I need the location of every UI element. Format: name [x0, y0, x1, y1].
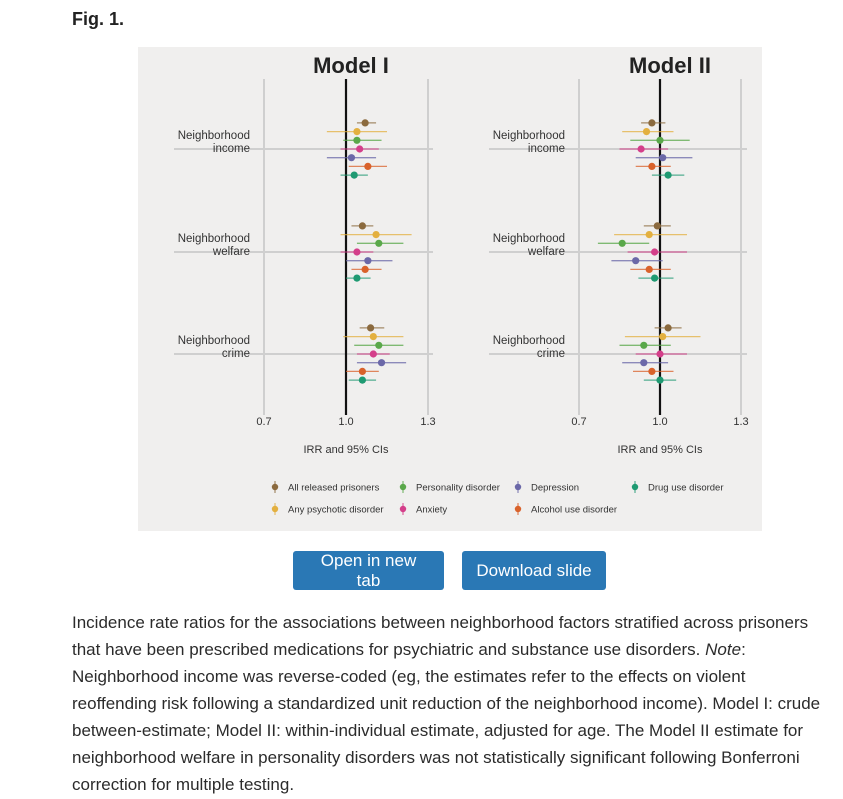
- model-1-point: [375, 342, 382, 349]
- model-1-point: [367, 324, 374, 331]
- model-2-point: [665, 172, 672, 179]
- legend-key-dot: [632, 484, 638, 490]
- figure-label: Fig. 1.: [72, 9, 125, 29]
- model-1-point: [356, 145, 363, 152]
- model-1-point: [348, 154, 355, 161]
- model-1-point: [364, 257, 371, 264]
- model-2-point: [640, 342, 647, 349]
- model-2-category-label: Neighborhood crime: [492, 335, 565, 360]
- model-2-point: [656, 137, 663, 144]
- model-2-point: [654, 222, 661, 229]
- model-1-category-label: Neighborhood income: [177, 130, 250, 155]
- legend-label: All released prisoners: [288, 482, 380, 494]
- caption-text-1: Incidence rate ratios for the associations between neighborhood factors stratified across prisoners that have been prescribed medications for psychiatric and substance use disorders.: [72, 613, 809, 659]
- model-2-point: [651, 248, 658, 255]
- model-2-point: [656, 350, 663, 357]
- model-2-point: [646, 231, 653, 238]
- model-2-point: [643, 128, 650, 135]
- legend-key-dot: [400, 506, 406, 512]
- model-2-point: [646, 266, 653, 273]
- figure-actions: [293, 551, 606, 590]
- model-2-point: [659, 333, 666, 340]
- forest-plot-svg: [138, 47, 762, 531]
- model-1-point: [370, 333, 377, 340]
- figure-caption: [72, 609, 832, 798]
- model-1-point: [359, 377, 366, 384]
- model-2-tick-label: 0.7: [571, 416, 587, 428]
- model-1-category-label: Neighborhood welfare: [177, 233, 250, 258]
- legend-key-dot: [272, 506, 278, 512]
- legend-label: Alcohol use disorder: [531, 504, 618, 516]
- legend-key-dot: [272, 484, 278, 490]
- model-1-point: [375, 240, 382, 247]
- model-1-point: [353, 128, 360, 135]
- model-1-tick-label: 1.0: [338, 416, 354, 428]
- model-2-point: [619, 240, 626, 247]
- model-1-point: [353, 248, 360, 255]
- model-1-axis-title: IRR and 95% CIs: [303, 444, 389, 456]
- caption-note-label: Note: [705, 640, 742, 659]
- model-1-title: Model I: [313, 53, 389, 78]
- model-2-category-label: Neighborhood welfare: [492, 233, 565, 258]
- legend-label: Personality disorder: [416, 482, 500, 494]
- model-2-point: [665, 324, 672, 331]
- model-2-tick-label: 1.0: [652, 416, 668, 428]
- model-1-point: [364, 163, 371, 170]
- model-1-point: [362, 119, 369, 126]
- model-1-tick-label: 0.7: [256, 416, 272, 428]
- model-2-point: [640, 359, 647, 366]
- legend-label: Drug use disorder: [648, 482, 724, 494]
- model-2-category-label: Neighborhood income: [492, 130, 565, 155]
- model-1-category-label: Neighborhood crime: [177, 335, 250, 360]
- model-1-point: [359, 222, 366, 229]
- forest-plot-figure[interactable]: [138, 47, 762, 531]
- model-2-point: [656, 377, 663, 384]
- model-2-point: [638, 145, 645, 152]
- model-2-point: [659, 154, 666, 161]
- model-2-tick-label: 1.3: [733, 416, 749, 428]
- model-1-point: [378, 359, 385, 366]
- caption-text-2: : Neighborhood income was reverse-coded (eg, the estimates refer to the effects on violent reoffending risk following a standardized unit reduction of the neighborhood income). Model I: crude between-estimate; Model II: within-individual estimate, adjusted for age. The Model II estimate for neighborhood welfare in personality disorders was not statistically significant following Bonferroni correction for multiple testing.: [72, 640, 821, 794]
- model-1-point: [362, 266, 369, 273]
- model-2-axis-title: IRR and 95% CIs: [617, 444, 703, 456]
- legend-key-dot: [515, 506, 521, 512]
- legend-key-dot: [515, 484, 521, 490]
- model-2-title: Model II: [629, 53, 711, 78]
- model-1-point: [370, 350, 377, 357]
- model-1-tick-label: 1.3: [420, 416, 436, 428]
- model-2-point: [632, 257, 639, 264]
- model-2-point: [648, 119, 655, 126]
- download-slide-button[interactable]: Download slide: [462, 551, 606, 590]
- model-1-point: [353, 137, 360, 144]
- model-1-point: [351, 172, 358, 179]
- model-1-point: [353, 275, 360, 282]
- open-in-new-tab-button[interactable]: Open in new tab: [293, 551, 444, 590]
- legend-label: Anxiety: [416, 504, 448, 516]
- model-1-point: [359, 368, 366, 375]
- model-2-point: [648, 163, 655, 170]
- model-2-point: [648, 368, 655, 375]
- legend-label: Depression: [531, 482, 580, 494]
- model-2-point: [651, 275, 658, 282]
- model-1-point: [372, 231, 379, 238]
- legend-key-dot: [400, 484, 406, 490]
- legend-label: Any psychotic disorder: [288, 504, 384, 516]
